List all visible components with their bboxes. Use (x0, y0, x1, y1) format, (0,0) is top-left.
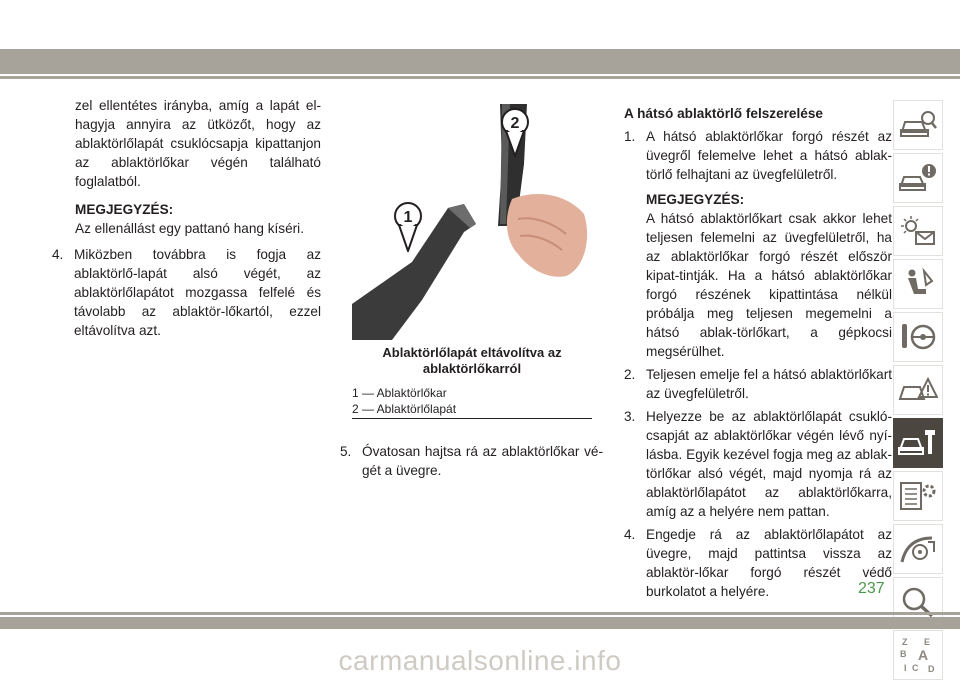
list-text: Teljesen emelje fel a hátsó ablaktörlőkart az üvegfelületről. (646, 367, 892, 401)
figure-caption: Ablaktörlőlapát eltávolítva az ablaktörlőkarról (382, 345, 562, 376)
steering-wheel-icon (898, 320, 938, 354)
svg-text:E: E (924, 637, 931, 647)
header-rule (0, 76, 960, 79)
car-magnifier-icon (898, 108, 938, 142)
tab-specs-gear[interactable] (893, 471, 943, 521)
legend-item: 2 — Ablaktörlőlapát (352, 402, 457, 416)
list-item (624, 525, 892, 601)
svg-text:D: D (928, 664, 935, 674)
note-block (624, 190, 892, 361)
list-item (624, 365, 892, 403)
footer-bar (0, 617, 960, 629)
list-item (340, 442, 603, 480)
specs-gear-icon (898, 479, 938, 513)
list-text: Helyezze be az ablaktörlőlapát csukló-csapját az ablaktörlőkar végén lévő nyí-lásba. Egyik kezével fogja meg az ablak-törlőkar alsó végét, majd nyomja rá az ablaktörlőlapátot az ablaktörlőkarra, amíg az a helyére nem pattan. (646, 409, 892, 519)
note-title: MEGJEGYZÉS: (646, 192, 745, 207)
wiper-figure (352, 104, 592, 340)
list-number: 4. (52, 247, 64, 262)
right-column (624, 104, 892, 601)
callout-1-label: 1 (403, 209, 413, 226)
svg-text:Z: Z (902, 637, 908, 647)
tab-car-wrench[interactable] (893, 418, 943, 468)
legend-item: 1 — Ablaktörlőkar (352, 386, 447, 400)
page-number: 237 (858, 580, 885, 597)
svg-text:B: B (900, 649, 907, 659)
list-item (52, 245, 321, 340)
car-warning-icon (898, 161, 938, 195)
watermark: carmanualsonline.info (338, 645, 622, 676)
list-item (624, 127, 892, 184)
paragraph-continuation: zel ellentétes irányba, amíg a lapát el-hagyja annyira az ütközőt, hogy az ablaktörlőlapát csuklócsapja kipattanjon az ablaktörlőkar végén található foglalatból. (75, 98, 321, 189)
svg-text:I: I (904, 663, 907, 673)
section-title: A hátsó ablaktörlő felszerelése (624, 106, 823, 121)
list-text: Miközben továbbra is fogja az ablaktörlő-lapát alsó végét, az ablaktörlőlapátot mozgassa felfelé és távolabb az ablaktör-lőkartól, ezzel eltávolítva azt. (74, 247, 321, 338)
light-message-icon (898, 214, 938, 248)
seat-airbag-icon (898, 267, 938, 301)
list-number: 5. (340, 444, 352, 459)
tab-car-magnifier[interactable] (893, 100, 943, 150)
left-column (52, 96, 321, 340)
tab-steering-wheel[interactable] (893, 312, 943, 362)
chapter-tabs (893, 100, 943, 683)
car-wrench-icon (898, 426, 938, 460)
list-number: 3. (624, 409, 636, 424)
car-hazard-icon (898, 373, 938, 407)
note-title: MEGJEGYZÉS: (75, 202, 174, 217)
figure-legend (352, 385, 592, 417)
list-number: 1. (624, 129, 636, 144)
tab-car-warning[interactable] (893, 153, 943, 203)
svg-text:C: C (912, 663, 919, 673)
tab-multimedia[interactable] (893, 524, 943, 574)
list-text: Engedje rá az ablaktörlőlapátot az üvegre, majd pattintsa vissza az ablaktör-lőkar forgó részét védő burkolatot a helyére. (646, 527, 892, 599)
list-number: 4. (624, 527, 636, 542)
list-item (624, 407, 892, 521)
list-text: A hátsó ablaktörlőkar forgó részét az üvegről felemelve lehet a hátsó ablak-törlő felhajtani az üvegfelületről. (646, 129, 892, 182)
note-text: Az ellenállást egy pattanó hang kíséri. (75, 221, 304, 236)
middle-column (340, 442, 603, 480)
footer-rule (0, 612, 960, 615)
tab-light-message[interactable] (893, 206, 943, 256)
multimedia-icon (898, 532, 938, 566)
header-bar (0, 49, 960, 74)
list-text: Óvatosan hajtsa rá az ablaktörlőkar vé-gét a üvegre. (362, 444, 603, 478)
note-text: A hátsó ablaktörlőkart csak akkor lehet teljesen felemelni az üvegfelületről, ha az ablaktörlőkar forgó részét először kipat-tintják. Ha a hátsó ablaktörlőkar forgó részének kipattintása nélkül próbálja meg teljesen megemelni a hátsó ablak-törlőkart, a gépkocsi megsérülhet. (646, 211, 892, 359)
tab-seat-airbag[interactable] (893, 259, 943, 309)
legend-rule (352, 418, 592, 419)
list-number: 2. (624, 367, 636, 382)
svg-text:A: A (918, 647, 929, 663)
tab-car-hazard[interactable] (893, 365, 943, 415)
callout-2-label: 2 (510, 115, 520, 132)
